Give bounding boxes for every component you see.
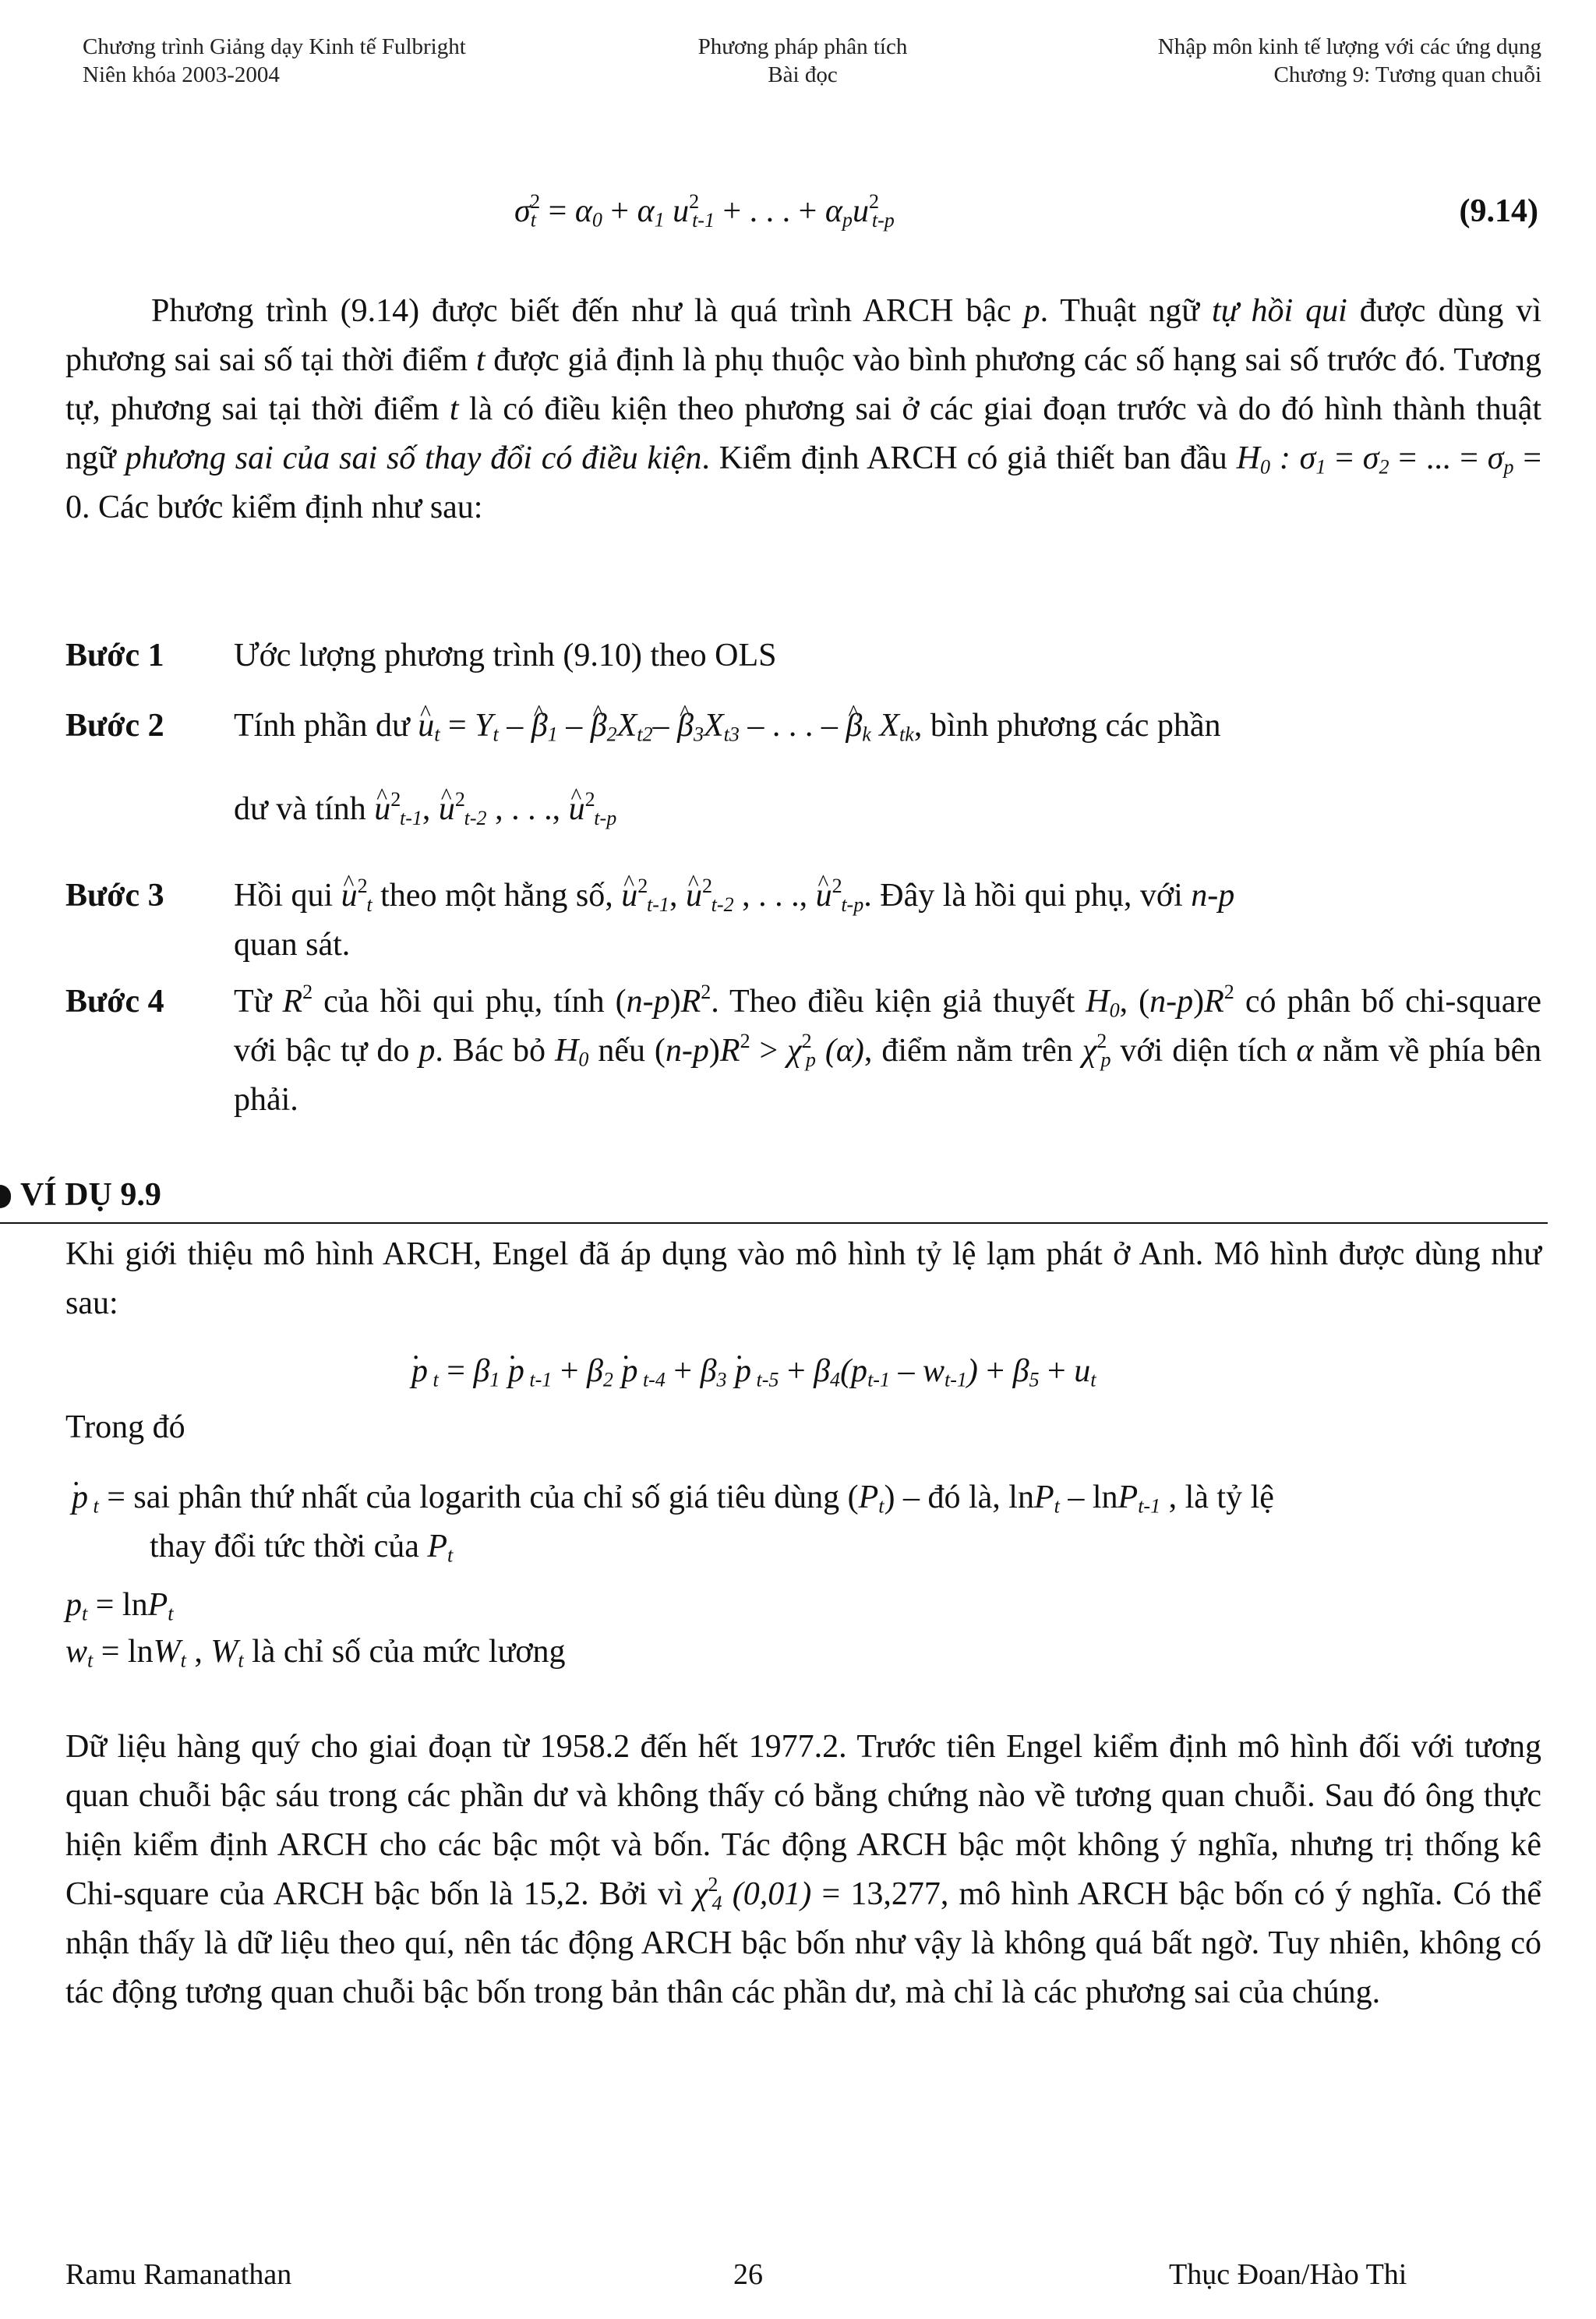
definition-w: $w_t = \ln W_t$ , $W_t$ là chỉ số của mức lương <box>65 1634 566 1672</box>
step-4-text: Từ $R^2$ của hồi qui phụ, tính $(n-p)R^2$. Theo điều kiện giả thuyết $H_0$, $(n-p)R^2$ có phân bố chi-square với bậc tự do p. Bác bỏ $H_0$ nếu $(n-p)R^2 > \chi^2_p$ (α), điểm nằm trên $\chi^2_p$ với diện tích α nằm về phía bên phải. <box>234 981 1542 1118</box>
definition-pdot: . p $_t$ = sai phân thứ nhất của logarith của chỉ số giá tiêu dùng $(P_t)$ – đó là, lnP$_t$ – lnP$_{t-1}$ , là tỷ lệ thay đổi tức thời của $P_t$ <box>72 1473 1541 1571</box>
step-4-label: Bước 4 <box>65 984 164 1020</box>
step-2-label: Bước 2 <box>65 708 164 744</box>
inflation-model-equation: . p $_t = \beta_1$ . p $_{t-1} + \beta_2$ . p $_{t-4} + \beta_3$ . p $_{t-5} + \beta_4(p_{t-1} - w_{t-1}) + \beta_5 + u_t$ <box>411 1347 1096 1396</box>
header-course: Phương pháp phân tích <box>697 34 908 59</box>
footer-author: Ramu Ramanathan <box>65 2258 292 2291</box>
equation-9-14: $\sigma_t^2 = \alpha_0 + \alpha_1$ $u^2_{t-1}$ + . . . + $\alpha_pu^2_{t-p}$ <box>514 190 895 232</box>
example-title: VÍ DỤ 9.9 <box>0 1171 161 1220</box>
intro-paragraph: Phương trình (9.14) được biết đến như là quá trình ARCH bậc p. Thuật ngữ tự hồi qui được dùng vì phương sai sai số tại thời điểm t được giả định là phụ thuộc vào bình phương các số hạng sai số trước đó. Tương tự, phương sai tại thời điểm t là có điều kiện theo phương sai ở các giai đoạn trước và do đó hình thành thuật ngữ phương sai của sai số thay đổi có điều kiện. Kiểm định ARCH có giả thiết ban đầu $H_0$ : $\sigma_1 = \sigma_2$ = ... = $\sigma_p = 0$. Các bước kiểm định như sau: <box>65 293 1542 525</box>
header-type: Bài đọc <box>768 62 838 87</box>
definition-p: $p_t = \ln P_t$ <box>65 1587 174 1625</box>
footer-translators: Thục Đoan/Hào Thi <box>1169 2258 1407 2291</box>
header-center <box>623 33 982 89</box>
step-1-text: Ước lượng phương trình (9.10) theo OLS <box>234 638 777 673</box>
example-discussion: Dữ liệu hàng quý cho giai đoạn từ 1958.2 đến hết 1977.2. Trước tiên Engel kiểm định mô hình đối với tương quan chuỗi bậc sáu trong các phần dư và không thấy có bằng chứng nào về tương quan chuỗi. Sau đó ông thực hiện kiểm định ARCH cho các bậc một và bốn. Tác động ARCH bậc một không ý nghĩa, nhưng trị thống kê Chi-square của ARCH bậc bốn là 15,2. Bởi vì $\chi^2_4$ (0,01) = 13,277, mô hình ARCH bậc bốn có ý nghĩa. Có thể nhận thấy là dữ liệu theo quí, nên tác động ARCH bậc bốn như vậy là không quá bất ngờ. Tuy nhiên, không có tác động tương quan chuỗi bậc bốn trong bản thân các phần dư, mà chỉ là các phương sai của chúng. <box>65 1729 1542 2010</box>
example-intro: Khi giới thiệu mô hình ARCH, Engel đã áp dụng vào mô hình tỷ lệ lạm phát ở Anh. Mô hình được dùng như sau: <box>65 1236 1541 1321</box>
example-rule <box>0 1222 1548 1224</box>
example-bullet-icon <box>0 1185 11 1208</box>
where-label: Trong đó <box>65 1409 185 1445</box>
step-3-label: Bước 3 <box>65 878 164 914</box>
page-number: 26 <box>733 2258 763 2291</box>
step-2-text: Tính phần dư ^ $u_t = Y_t$ – ^ $\beta_1$ – ^ $\beta_2X_{t2}-$ ^ $\beta_3X_{t3}$ – . . . – ^ $\beta_k$ $X_{tk}$, bình phương các phần dư và tính ^ $u^2$ $_{t-1}$, ^ $u^2$ $_{t-2}$ , . . ., ^ $u^2$ $_{t-p}$ <box>234 702 1541 834</box>
header-year: Niên khóa 2003-2004 <box>83 62 280 87</box>
header-program: Chương trình Giảng dạy Kinh tế Fulbright <box>83 34 466 59</box>
step-1-label: Bước 1 <box>65 638 164 673</box>
header-chapter: Chương 9: Tương quan chuỗi <box>1273 62 1541 87</box>
equation-number: (9.14) <box>1459 193 1538 229</box>
header-left <box>83 33 466 89</box>
header-right <box>1158 33 1541 89</box>
header-book: Nhập môn kinh tế lượng với các ứng dụng <box>1157 34 1541 59</box>
step-3-text: Hồi qui ^ $u^2$ $_t$ theo một hằng số, ^ $u^2$ $_{t-1}$, ^ $u^2$ $_{t-2}$ , . . ., ^ $u^2$ $_{t-p}$. Đây là hồi qui phụ, với n-p quan sát. <box>234 871 1541 970</box>
